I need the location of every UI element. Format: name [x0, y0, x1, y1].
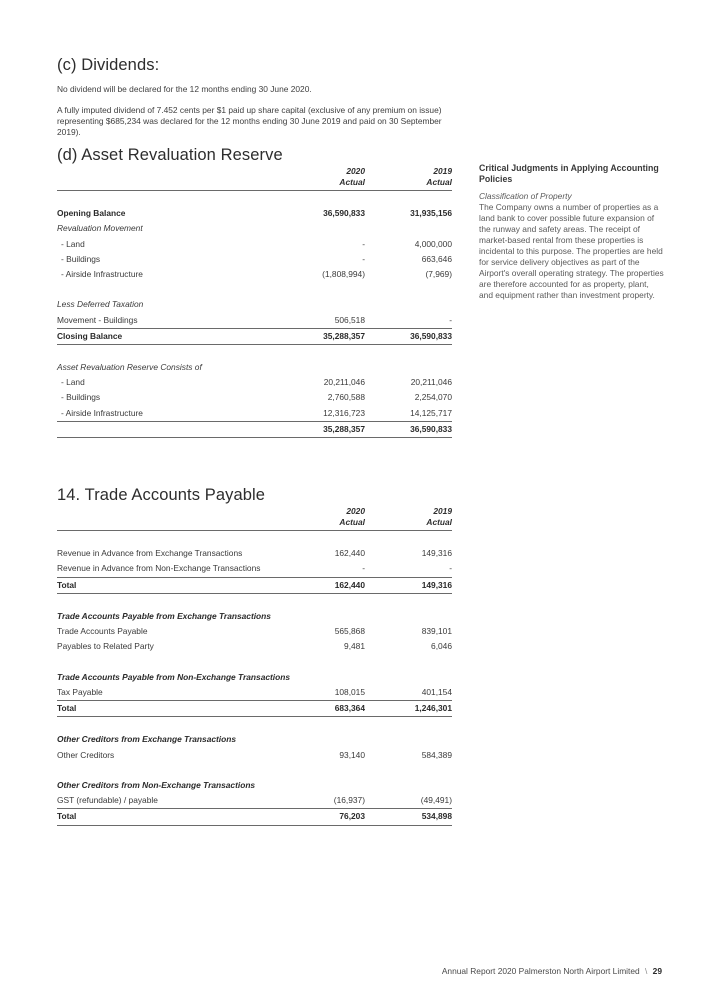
note-body: The Company owns a number of properties as a land bank to cover possible future expansion of the runway and safety areas. The receipt of market-based rental from these properties is incidental to this purpose. The properties are held for service delivery objectives as part of the Airport's overall operating strategy. The properties are therefore accounted for as property, plant, and equipment rather than investment property.: [479, 202, 664, 300]
table-row: - Buildings - 663,646: [61, 253, 452, 264]
table-section-heading: Trade Accounts Payable from Non-Exchange Transactions: [57, 671, 291, 682]
table-row-reserve-total: 35,288,357 36,590,833: [57, 421, 452, 438]
table-section-heading: Trade Accounts Payable from Exchange Transactions: [57, 610, 271, 621]
table-row-total: Total 683,364 1,246,301: [57, 700, 452, 717]
table-row: Revaluation Movement: [57, 223, 143, 234]
page-footer: [442, 966, 662, 976]
dividends-heading: (c) Dividends:: [57, 56, 160, 74]
table-row: Revenue in Advance from Non-Exchange Transactions - -: [57, 563, 452, 574]
payables-col-2020: 2020 Actual: [339, 506, 365, 527]
table-row-total: Total 162,440 149,316: [57, 577, 452, 594]
footer-separator: \: [645, 966, 648, 976]
payables-table-header: [57, 506, 452, 531]
table-row-total: Total 76,203 534,898: [57, 808, 452, 825]
note-title: Critical Judgments in Applying Accounting Policies: [479, 163, 659, 184]
footer-report-title: Annual Report 2020 Palmerston North Airport Limited: [441, 966, 640, 976]
table-row: Payables to Related Party 9,481 6,046: [57, 641, 452, 652]
reserve-col-2019: 2019 Actual: [426, 166, 452, 187]
reserve-col-2020: 2020 Actual: [339, 166, 365, 187]
reserve-heading: (d) Asset Revaluation Reserve: [57, 146, 283, 164]
table-row-closing-balance: Closing Balance 35,288,357 36,590,833: [57, 328, 452, 345]
table-row: - Airside Infrastructure (1,808,994) (7,969): [61, 268, 452, 279]
table-section-heading: Other Creditors from Non-Exchange Transactions: [57, 780, 256, 790]
table-row: Other Creditors 93,140 584,389: [57, 749, 452, 760]
table-row: Less Deferred Taxation: [57, 299, 144, 310]
table-row: Movement - Buildings 506,518 -: [57, 314, 452, 325]
table-row: - Airside Infrastructure 12,316,723 14,125,717: [61, 407, 452, 418]
table-row: - Land - 4,000,000: [61, 238, 452, 249]
table-row: Opening Balance 36,590,833 31,935,156: [57, 208, 452, 219]
dividends-paragraph-2: A fully imputed dividend of 7.452 cents per $1 paid up share capital (exclusive of any premium on issue) representing $685,234 was declared for the 12 months ending 30 June 2019 and paid on 30 September 2019).: [57, 105, 442, 137]
table-row: Revenue in Advance from Exchange Transactions 162,440 149,316: [57, 548, 452, 559]
table-row: - Buildings 2,760,588 2,254,070: [61, 392, 452, 403]
table-row: Trade Accounts Payable 565,868 839,101: [57, 626, 452, 637]
note-subtitle: Classification of Property: [479, 191, 572, 201]
table-row: Tax Payable 108,015 401,154: [57, 686, 452, 697]
table-row: - Land 20,211,046 20,211,046: [61, 377, 452, 388]
dividends-paragraph-1: No dividend will be declared for the 12 months ending 30 June 2020.: [57, 84, 312, 94]
reserve-table-header: [57, 166, 452, 191]
table-row: Asset Revaluation Reserve Consists of: [57, 362, 202, 373]
payables-heading: 14. Trade Accounts Payable: [57, 486, 266, 504]
payables-table: [57, 506, 452, 826]
reserve-table: [57, 166, 452, 438]
accounting-policies-note: [479, 163, 664, 301]
table-section-heading: Other Creditors from Exchange Transactions: [57, 734, 237, 745]
page-number: 29: [652, 966, 662, 976]
payables-col-2019: 2019 Actual: [426, 506, 452, 527]
table-row: GST (refundable) / payable (16,937) (49,491): [57, 795, 452, 806]
